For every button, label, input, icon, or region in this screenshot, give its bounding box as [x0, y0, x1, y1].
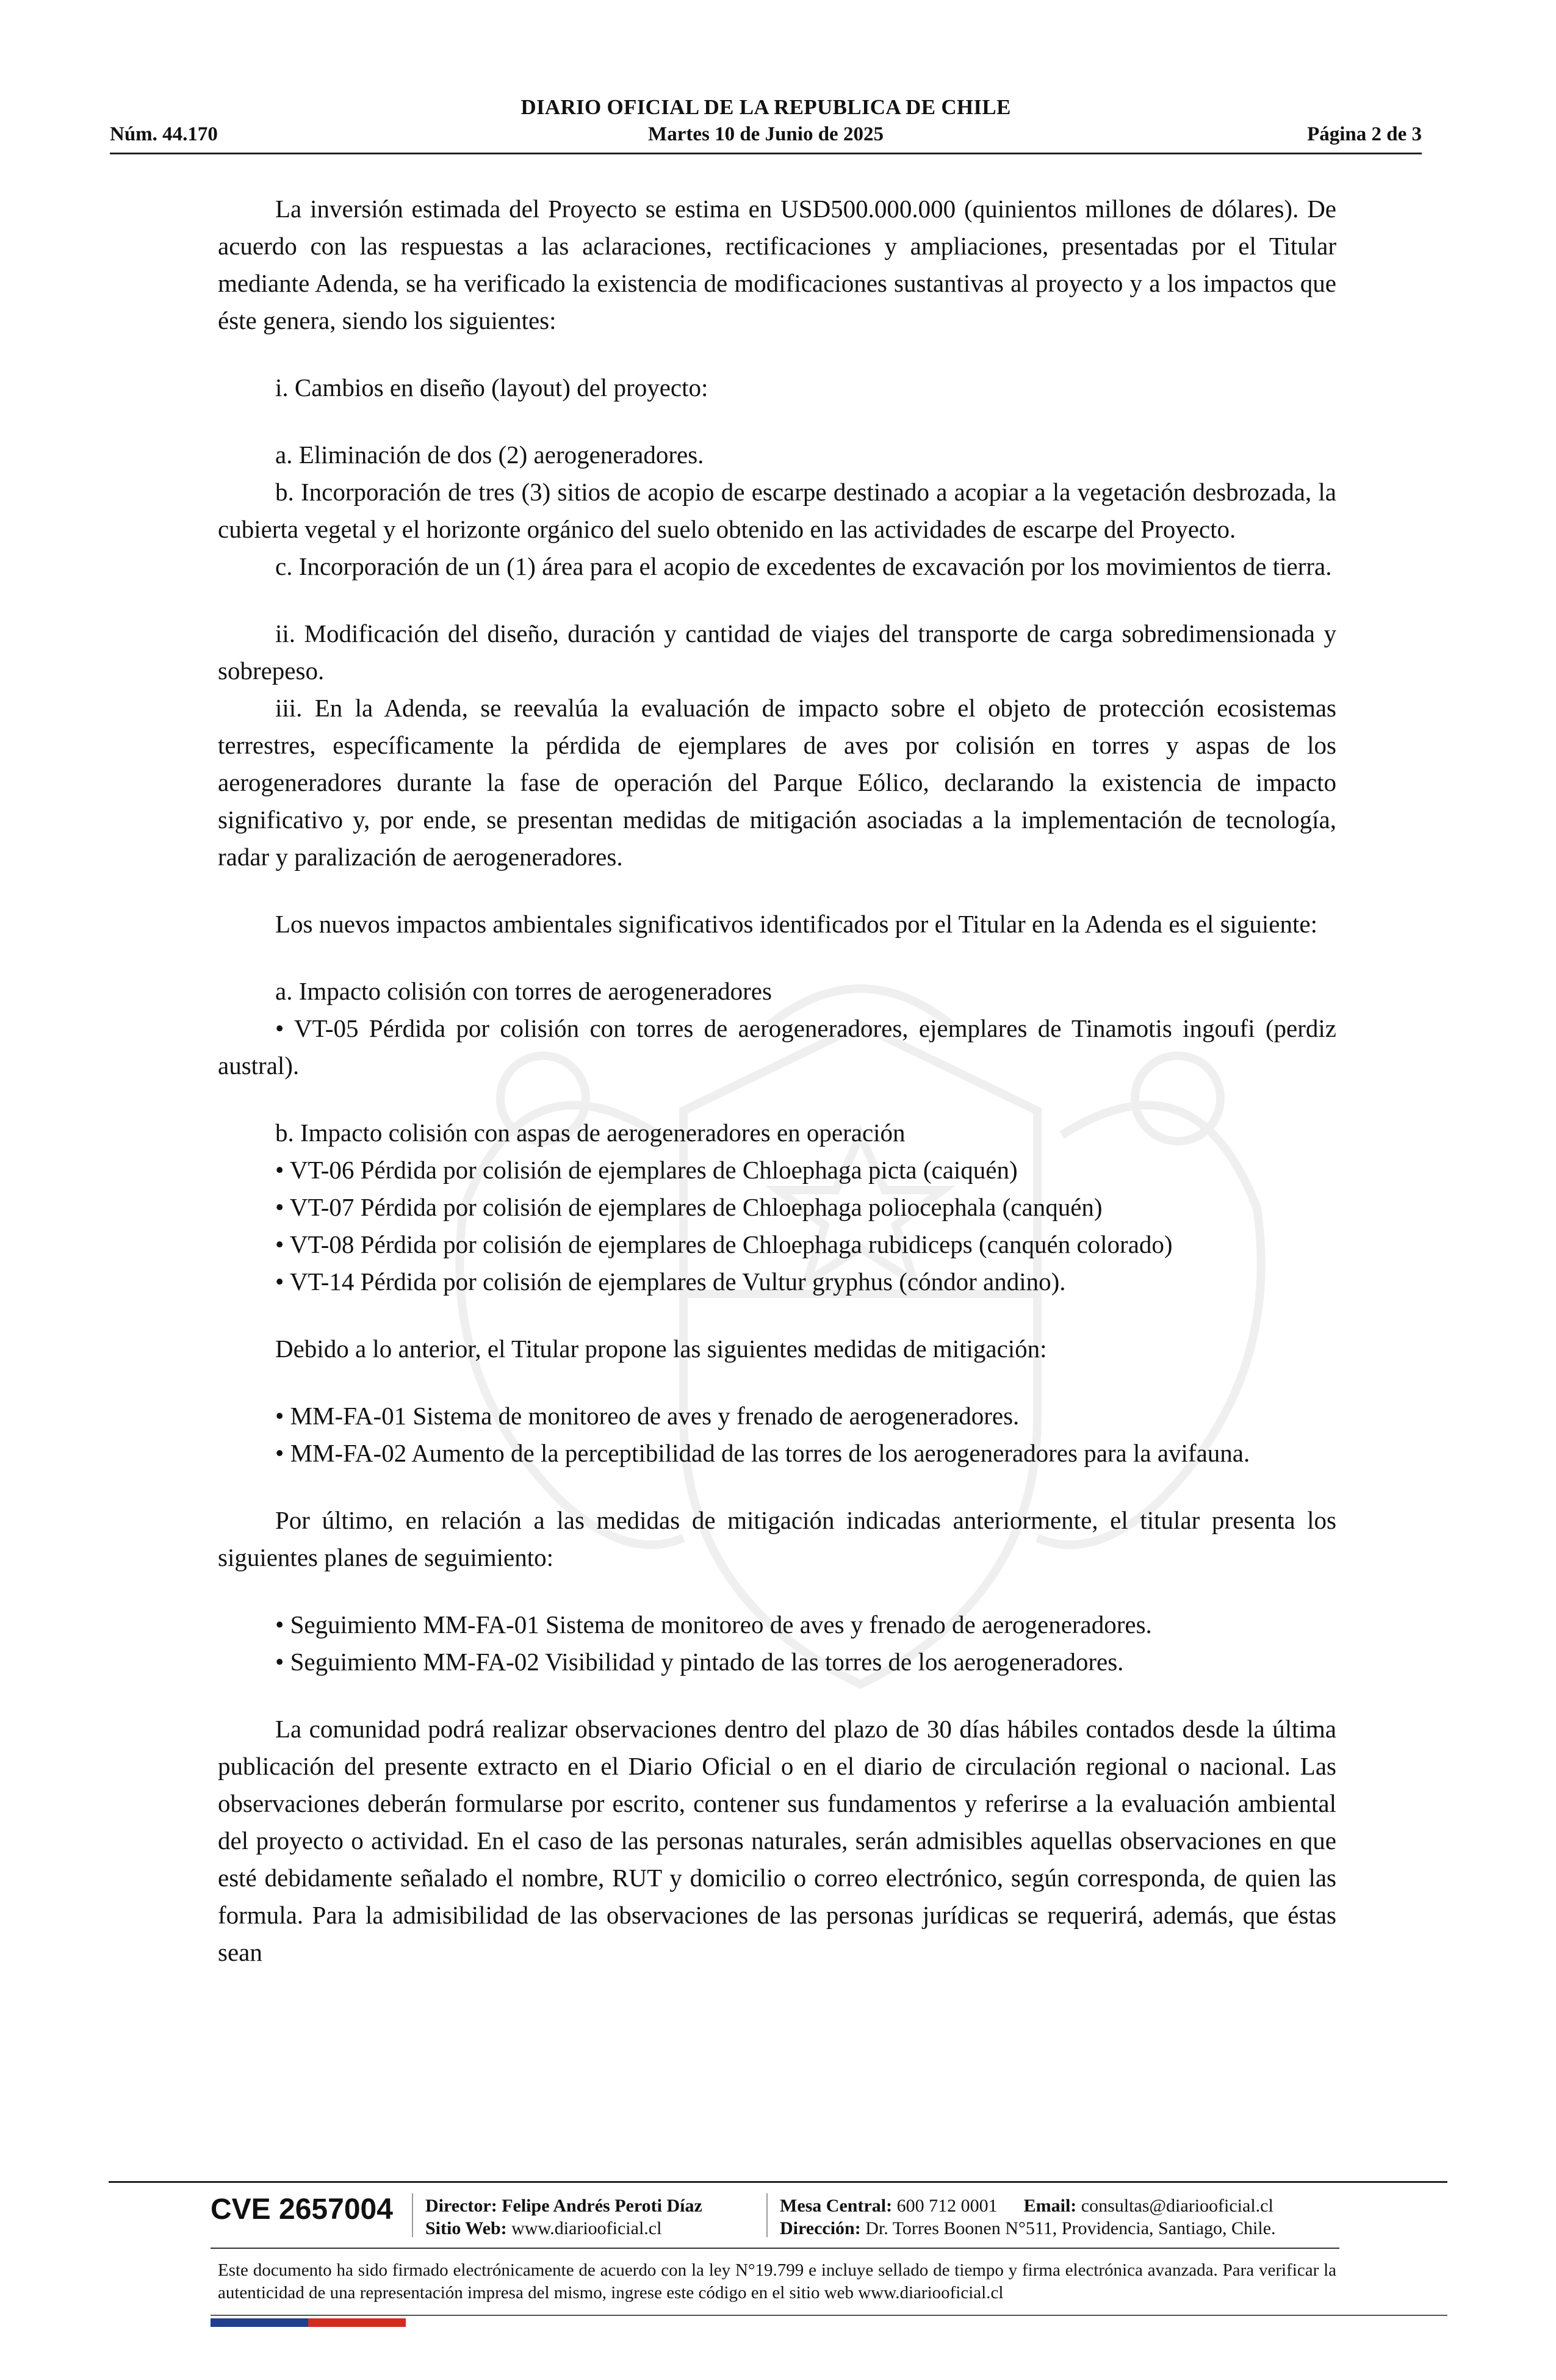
bullet-followup-02: • Seguimiento MM-FA-02 Visibilidad y pintado de las torres de los aerogeneradores. — [275, 1648, 1124, 1676]
flag-blue-segment — [211, 2318, 308, 2327]
header-divider — [110, 153, 1422, 154]
paragraph-followup-intro: Por último, en relación a las medidas de mitigación indicadas anteriormente, el titular presenta los siguientes planes de seguimiento: — [218, 1506, 1336, 1571]
item-ii-transport: ii. Modificación del diseño, duración y cantidad de viajes del transporte de carga sobredimensionada y sobrepeso. — [218, 619, 1336, 685]
bullet-mm-fa-01: • MM-FA-01 Sistema de monitoreo de aves y frenado de aerogeneradores. — [275, 1402, 1020, 1430]
footer-divider-bottom — [211, 2315, 1447, 2316]
email-link[interactable]: consultas@diariooficial.cl — [1081, 2196, 1273, 2216]
footer-separator — [766, 2193, 768, 2237]
page-header — [110, 92, 1422, 156]
footer-director-line — [425, 2194, 702, 2217]
director-name: Felipe Andrés Peroti Díaz — [502, 2196, 702, 2216]
issue-number: Núm. 44.170 — [110, 123, 218, 145]
bullet-vt-05: • VT-05 Pérdida por colisión con torres de aerogeneradores, ejemplares de Tinamotis ingoufi (perdiz austral). — [218, 1014, 1336, 1080]
paragraph-investment: La inversión estimada del Proyecto se estima en USD500.000.000 (quinientos millones de dólares). De acuerdo con las respuestas a las aclaraciones, rectificaciones y ampliaciones, presentadas por el Titular mediante Adenda, se ha verificado la existencia de modificaciones sustantivas al proyecto y a los impactos que éste genera, siendo los siguientes: — [218, 195, 1336, 334]
web-label: Sitio Web: — [425, 2218, 507, 2238]
item-layout-changes: i. Cambios en diseño (layout) del proyecto: — [275, 373, 708, 402]
bullet-followup-01: • Seguimiento MM-FA-01 Sistema de monitoreo de aves y frenado de aerogeneradores. — [275, 1610, 1152, 1639]
signature-notice: Este documento ha sido firmado electrónicamente de acuerdo con la ley N°19.799 e incluye sellado de tiempo y firma electrónica avanzada. Para verificar la autenticidad de una representación impresa del mismo, ingrese este código en el sitio web www.diariooficial.cl — [218, 2260, 1336, 2302]
director-label: Director: — [425, 2196, 497, 2216]
impact-b-blades: b. Impacto colisión con aspas de aerogeneradores en operación — [275, 1119, 906, 1147]
mesa-label: Mesa Central: — [780, 2196, 893, 2216]
web-link[interactable]: www.diariooficial.cl — [511, 2218, 662, 2238]
item-b-stockpile-sites: b. Incorporación de tres (3) sitios de acopio de escarpe destinado a acopiar a la vegetación desbrozada, la cubierta vegetal y el horizonte orgánico del suelo obtenido en las actividades de escarpe del Proyecto. — [218, 478, 1336, 543]
issue-date: Martes 10 de Junio de 2025 — [648, 123, 884, 145]
flag-color-bar — [211, 2318, 406, 2327]
newspaper-title: DIARIO OFICIAL DE LA REPUBLICA DE CHILE — [520, 95, 1011, 119]
bullet-vt-06: • VT-06 Pérdida por colisión de ejemplares de Chloephaga picta (caiquén) — [275, 1156, 1018, 1184]
bullet-vt-14: • VT-14 Pérdida por colisión de ejemplares de Vultur gryphus (cóndor andino). — [275, 1268, 1066, 1296]
email-label: Email: — [1023, 2196, 1077, 2216]
bullet-vt-07: • VT-07 Pérdida por colisión de ejemplares de Chloephaga poliocephala (canquén) — [275, 1193, 1103, 1221]
item-a-elimination: a. Eliminación de dos (2) aerogeneradores. — [275, 441, 704, 469]
bullet-vt-08: • VT-08 Pérdida por colisión de ejemplares de Chloephaga rubidiceps (canquén colorado) — [275, 1230, 1173, 1258]
document-body — [218, 190, 1336, 1971]
footer-divider-top — [109, 2181, 1447, 2183]
cve-code: CVE 2657004 — [211, 2193, 393, 2226]
flag-red-segment — [308, 2318, 406, 2327]
bullet-mm-fa-02: • MM-FA-02 Aumento de la perceptibilidad de las torres de los aerogeneradores para la avifauna. — [275, 1439, 1250, 1467]
mesa-phone: 600 712 0001 — [896, 2196, 998, 2216]
footer-separator — [412, 2193, 413, 2237]
paragraph-observations: La comunidad podrá realizar observaciones dentro del plazo de 30 días hábiles contados desde la última publicación del presente extracto en el Diario Oficial o en el diario de circulación regional o nacional. Las observaciones deberán formularse por escrito, contener sus fundamentos y referirse a la evaluación ambiental del proyecto o actividad. En el caso de las personas naturales, serán admisibles aquellas observaciones en que esté debidamente señalado el nombre, RUT y domicilio o correo electrónico, según corresponda, de quien las formula. Para la admisibilidad de las observaciones de las personas jurídicas se requerirá, además, que éstas sean — [218, 1715, 1336, 1966]
footer-divider-mid — [211, 2248, 1339, 2249]
item-iii-impact-reevaluation: iii. En la Adenda, se reevalúa la evaluación de impacto sobre el objeto de protección ecosistemas terrestres, específicamente la pérdida de ejemplares de aves por colisión en torres y aspas de los aerogeneradores durante la fase de operación del Parque Eólico, declarando la existencia de impacto significativo y, por ende, se presentan medidas de mitigación asociadas a la implementación de tecnología, radar y paralización de aerogeneradores. — [218, 694, 1336, 871]
address-text: Dr. Torres Boonen N°511, Providencia, Santiago, Chile. — [865, 2218, 1276, 2238]
paragraph-new-impacts: Los nuevos impactos ambientales significativos identificados por el Titular en la Adenda es el siguiente: — [275, 910, 1317, 938]
footer-contact-line — [780, 2194, 1273, 2217]
paragraph-mitigation-intro: Debido a lo anterior, el Titular propone las siguientes medidas de mitigación: — [275, 1335, 1047, 1363]
footer-web-line — [425, 2217, 661, 2240]
address-label: Dirección: — [780, 2218, 861, 2238]
footer-address-line — [780, 2217, 1276, 2240]
item-c-excavation-area: c. Incorporación de un (1) área para el acopio de excedentes de excavación por los movimientos de tierra. — [275, 552, 1332, 580]
impact-a-towers: a. Impacto colisión con torres de aerogeneradores — [275, 977, 772, 1005]
page-indicator: Página 2 de 3 — [1307, 123, 1422, 145]
